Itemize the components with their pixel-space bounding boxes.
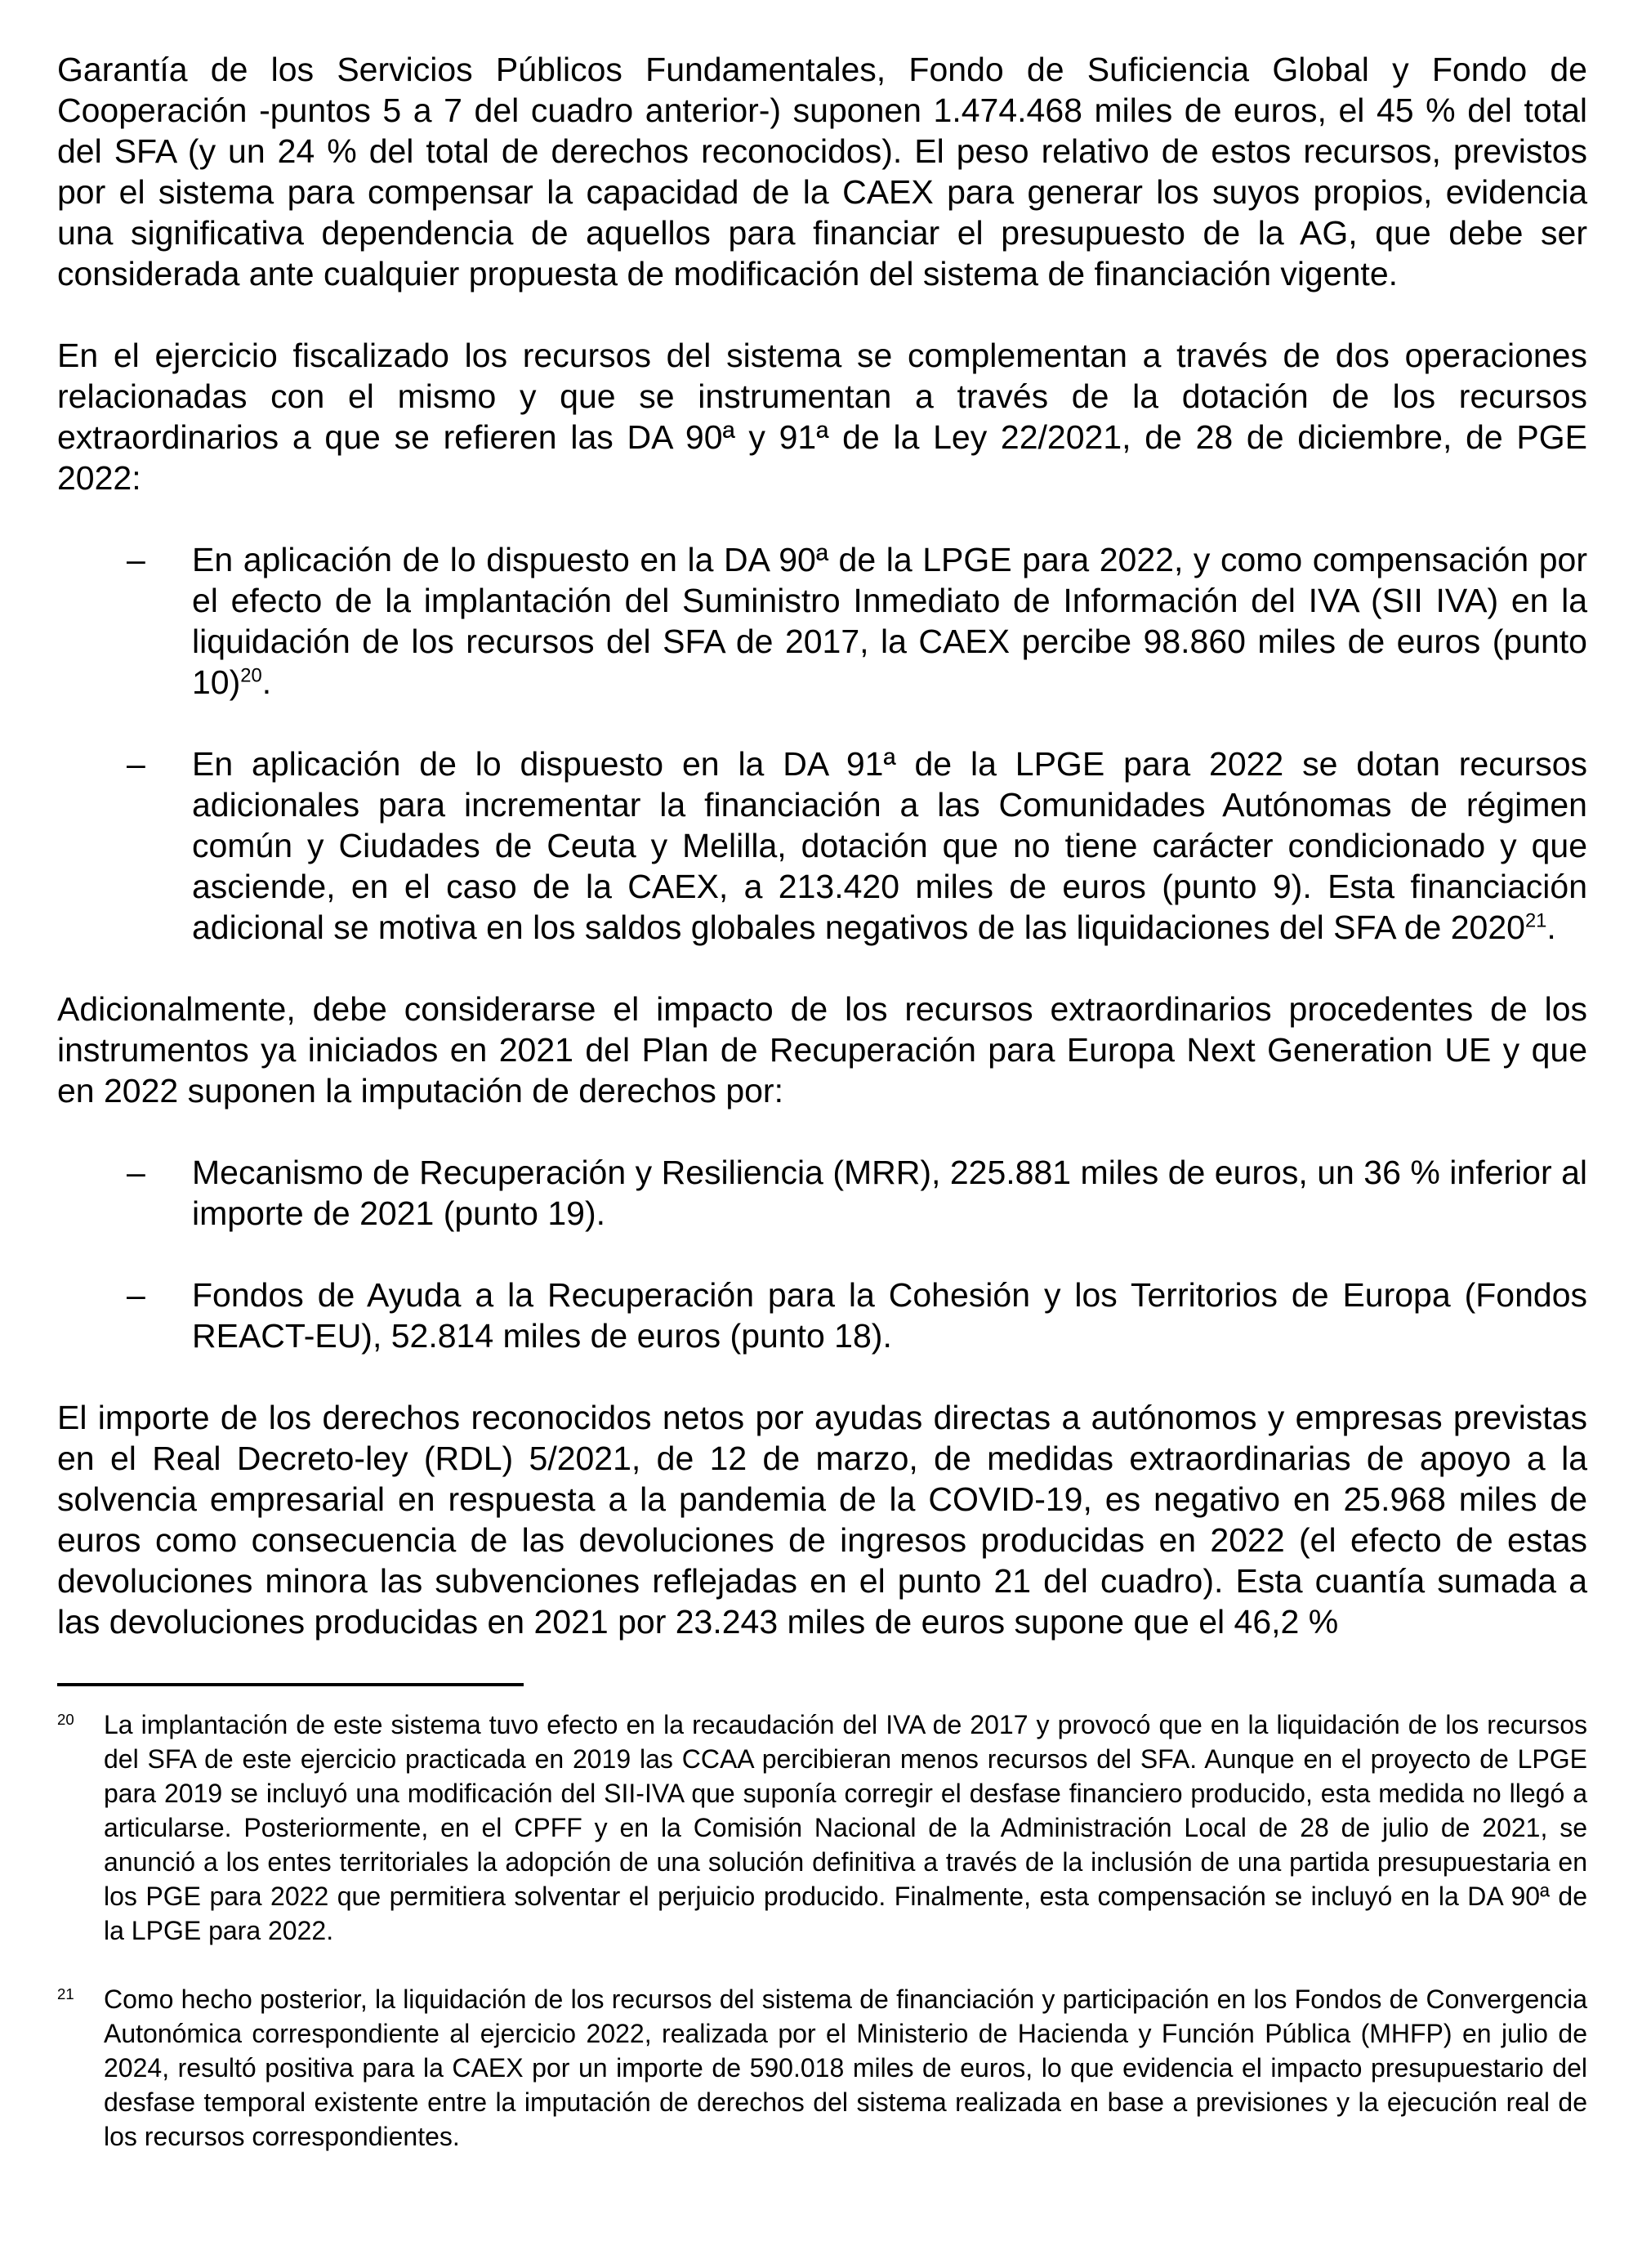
footnotes-section: [57, 1708, 1587, 2154]
bullet-dash-icon: –: [127, 1276, 145, 1314]
footnote-20: [57, 1708, 1587, 1948]
footnote-marker-21: 21: [57, 1985, 74, 2002]
bullet-text-mrr: Mecanismo de Recuperación y Resiliencia (MRR), 225.881 miles de euros, un 36 % inferior al importe de 2021 (punto 19).: [192, 1154, 1587, 1232]
bullet-item-mrr: [57, 1152, 1587, 1234]
bullet-dash-icon: –: [127, 541, 145, 578]
footnote-ref-20: 20: [240, 664, 262, 687]
footnote-marker-20: 20: [57, 1711, 74, 1728]
paragraph-derechos-reconocidos: El importe de los derechos reconocidos netos por ayudas directas a autónomos y empresas previstas en el Real Decreto-ley (RDL) 5/2021, de 12 de marzo, de medidas extraordinarias de apoyo a la solvencia empresarial en respuesta a la pandemia de la COVID-19, es negativo en 25.968 miles de euros como consecuencia de las devoluciones de ingresos producidas en 2022 (el efecto de estas devoluciones minora las subvenciones reflejadas en el punto 21 del cuadro). Esta cuantía sumada a las devoluciones producidas en 2021 por 23.243 miles de euros supone que el 46,2 %: [57, 1399, 1587, 1641]
bullet-item-da91: [57, 743, 1587, 948]
bullet-text-react-eu: Fondos de Ayuda a la Recuperación para la Cohesión y los Territorios de Europa (Fondos REACT-EU), 52.814 miles de euros (punto 18).: [192, 1276, 1587, 1355]
paragraph-ejercicio-fiscalizado: En el ejercicio fiscalizado los recursos del sistema se complementan a través de dos operaciones relacionadas con el mismo y que se instrumentan a través de la dotación de los recursos extraordinarios a que se refieren las DA 90ª y 91ª de la Ley 22/2021, de 28 de diciembre, de PGE 2022:: [57, 337, 1587, 497]
bullet-text-da90: [192, 541, 1587, 701]
bullet-text-da90-body: En aplicación de lo dispuesto en la DA 90ª de la LPGE para 2022, y como compensación por el efecto de la implantación del Suministro Inmediato de Información del IVA (SII IVA) en la liquidación de los recursos del SFA de 2017, la CAEX percibe 98.860 miles de euros (punto 10): [192, 541, 1587, 701]
footnote-text-20: La implantación de este sistema tuvo efecto en la recaudación del IVA de 2017 y provocó que en la liquidación de los recursos del SFA de este ejercicio practicada en 2019 las CCAA percibieran menos recursos del SFA. Aunque en el proyecto de LPGE para 2019 se incluyó una modificación del SII-IVA que suponía corregir el desfase financiero producido, esta medida no llegó a articularse. Posteriormente, en el CPFF y en la Comisión Nacional de la Administración Local de 28 de julio de 2021, se anunció a los entes territoriales la adopción de una solución definitiva a través de la inclusión de una partida presupuestaria en los PGE para 2022 que permitiera solventar el perjuicio producido. Finalmente, esta compensación se incluyó en la DA 90ª de la LPGE para 2022.: [104, 1710, 1587, 1945]
bullet-text-da91: [192, 745, 1587, 946]
bullet-text-da90-tail: .: [261, 663, 272, 701]
bullet-item-da90: [57, 539, 1587, 703]
bullet-dash-icon: –: [127, 745, 145, 783]
paragraph-garantia-sfa: Garantía de los Servicios Públicos Fundamentales, Fondo de Suficiencia Global y Fondo de Cooperación -puntos 5 a 7 del cuadro anterior-) suponen 1.474.468 miles de euros, el 45 % del total del SFA (y un 24 % del total de derechos reconocidos). El peso relativo de estos recursos, previstos por el sistema para compensar la capacidad de la CAEX para generar los suyos propios, evidencia una significativa dependencia de aquellos para financiar el presupuesto de la AG, que debe ser considerada ante cualquier propuesta de modificación del sistema de financiación vigente.: [57, 51, 1587, 292]
footnote-21: [57, 1982, 1587, 2154]
bullet-item-react-eu: [57, 1275, 1587, 1356]
bullet-text-da91-body: En aplicación de lo dispuesto en la DA 91ª de la LPGE para 2022 se dotan recursos adicionales para incrementar la financiación a las Comunidades Autónomas de régimen común y Ciudades de Ceuta y Melilla, dotación que no tiene carácter condicionado y que asciende, en el caso de la CAEX, a 213.420 miles de euros (punto 9). Esta financiación adicional se motiva en los saldos globales negativos de las liquidaciones del SFA de 2020: [192, 745, 1587, 946]
footnote-text-21: Como hecho posterior, la liquidación de los recursos del sistema de financiación y participación en los Fondos de Convergencia Autonómica correspondiente al ejercicio 2022, realizada por el Ministerio de Hacienda y Función Pública (MHFP) en julio de 2024, resultó positiva para la CAEX por un importe de 590.018 miles de euros, lo que evidencia el impacto presupuestario del desfase temporal existente entre la imputación de derechos del sistema realizada en base a previsiones y la ejecución real de los recursos correspondientes.: [104, 1984, 1587, 2151]
bullet-dash-icon: –: [127, 1154, 145, 1191]
paragraph-adicionalmente: Adicionalmente, debe considerarse el impacto de los recursos extraordinarios procedentes de los instrumentos ya iniciados en 2021 del Plan de Recuperación para Europa Next Generation UE y que en 2022 suponen la imputación de derechos por:: [57, 990, 1587, 1109]
footnote-ref-21: 21: [1524, 909, 1547, 932]
footnote-separator: [57, 1683, 524, 1686]
bullet-text-da91-tail: .: [1546, 909, 1556, 946]
